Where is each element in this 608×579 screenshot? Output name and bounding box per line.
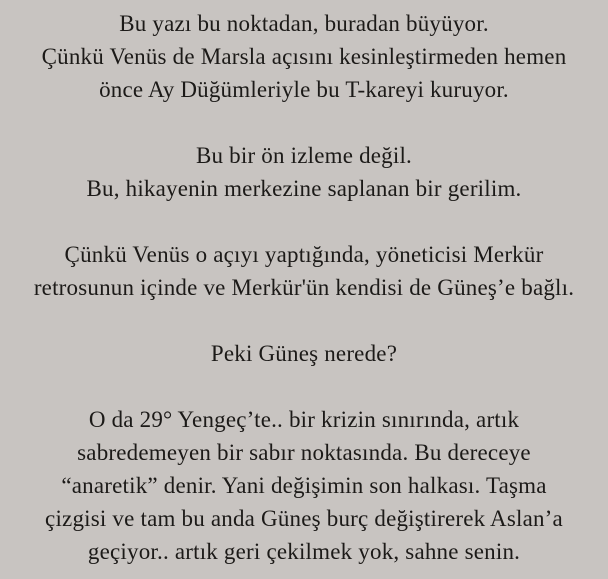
paragraph-tension xyxy=(0,139,608,205)
text-line: sabredemeyen bir sabır noktasında. Bu dereceye xyxy=(77,440,531,465)
text-line: Bu, hikayenin merkezine saplanan bir gerilim. xyxy=(86,176,522,201)
text-line: O da 29° Yengeç’te.. bir krizin sınırında, artık xyxy=(88,407,520,432)
text-line: Bu bir ön izleme değil. xyxy=(195,143,413,168)
text-line: Çünkü Venüs de Marsla açısını kesinleştirmeden hemen xyxy=(41,44,567,69)
paragraph-intro xyxy=(0,7,608,106)
text-line: çizgisi ve tam bu anda Güneş burç değiştirerek Aslan’a xyxy=(45,506,563,531)
paragraph-sun-anaretic xyxy=(0,403,608,568)
text-line: önce Ay Düğümleriyle bu T-kareyi kuruyor. xyxy=(99,77,509,102)
paragraph-question xyxy=(0,337,608,370)
text-line: Bu yazı bu noktadan, buradan büyüyor. xyxy=(119,11,489,36)
text-line: Peki Güneş nerede? xyxy=(210,341,398,366)
paragraph-mercury xyxy=(0,238,608,304)
text-line: retrosunun içinde ve Merkür'ün kendisi de Güneş’e bağlı. xyxy=(33,275,575,300)
text-line: “anaretik” denir. Yani değişimin son halkası. Taşma xyxy=(61,473,547,498)
text-line: Çünkü Venüs o açıyı yaptığında, yöneticisi Merkür xyxy=(64,242,544,267)
text-line: geçiyor.. artık geri çekilmek yok, sahne senin. xyxy=(87,539,521,564)
